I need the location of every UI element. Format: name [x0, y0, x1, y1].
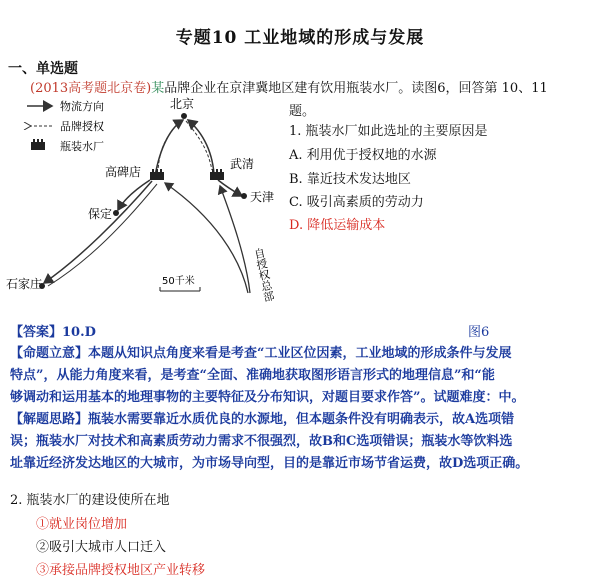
- idea-line-3: 址靠近经济发达地区的大城市，为市场导向型，目的是靠近市场节省运费，故D选项正确。: [10, 456, 529, 471]
- option-a: A. 利用优于授权地的水源: [289, 148, 437, 163]
- city-shijiazhuang: 石家庄: [6, 277, 43, 291]
- intent-line-1: [10, 343, 590, 365]
- option-c: C. 吸引高素质的劳动力: [289, 195, 424, 210]
- hq-to-wuqing: [220, 186, 250, 293]
- flow-to-shijiazhuang: [44, 181, 152, 283]
- idea-line-2: 误；瓶装水厂对技术和高素质劳动力需求不很强烈，故B和C选项错误；瓶装水等饮料选: [10, 434, 513, 449]
- q2-option-3: ③承接品牌授权地区产业转移: [36, 563, 206, 578]
- intent-text-1: 本题从知识点角度来看是考查“工业区位因素，工业地域的形成条件与发展: [88, 346, 512, 361]
- q2-option-1: ①就业岗位增加: [36, 517, 128, 532]
- idea-text-1: 瓶装水需要靠近水质优良的水源地，但本题条件没有明确表示，故A选项错: [88, 412, 515, 427]
- city-wuqing: 武清: [230, 157, 255, 171]
- license-line-gaobeidian: [158, 121, 180, 170]
- map-legend: [27, 99, 104, 153]
- idea-line-1: [10, 409, 590, 431]
- figure-label: 图6: [468, 325, 490, 340]
- flow-to-beijing-1: [155, 120, 183, 176]
- flow-to-beijing-2: [188, 120, 214, 174]
- question-1: 1. 瓶装水厂如此选址的主要原因是: [289, 124, 488, 139]
- flow-to-baoding: [118, 180, 150, 210]
- q2-option-2: ②吸引大城市人口迁入: [36, 540, 167, 555]
- idea-label: 【解题思路】: [10, 412, 89, 427]
- city-gaobeidian: 高碑店: [105, 165, 142, 179]
- option-b: B. 靠近技术发达地区: [289, 172, 411, 187]
- question-prefix: 某: [151, 81, 165, 96]
- beijing-dot: [181, 113, 187, 119]
- factory-icon: [150, 169, 164, 180]
- legend-flow-label: 物流方向: [60, 100, 104, 113]
- map-figure: [0, 88, 290, 310]
- license-line-wuqing: [186, 121, 212, 170]
- flow-to-shijiazhuang-2: [48, 184, 157, 286]
- section-heading: 一、单选题: [8, 61, 78, 77]
- question-2: 2. 瓶装水厂的建设使所在地: [10, 493, 170, 508]
- legend-factory-label: 瓶装水厂: [60, 140, 104, 153]
- intent-label: 【命题立意】: [10, 346, 89, 361]
- tianjin-dot: [241, 193, 247, 199]
- city-baoding: 保定: [88, 207, 113, 221]
- scale-label: 50千米: [162, 276, 195, 287]
- flow-to-tianjin: [218, 180, 242, 196]
- question-source: (2013高考题北京卷): [30, 81, 152, 96]
- baoding-dot: [113, 210, 119, 216]
- hq-label: 自授权总部: [251, 246, 276, 304]
- city-beijing: 北京: [170, 97, 195, 111]
- legend-license-label: 品牌授权: [60, 120, 104, 133]
- intent-line-3: 够调动和运用基本的地理事物的主要特征及分布知识，对题目要求作答”。试题难度：中。: [10, 390, 525, 405]
- factory-icon: [31, 139, 45, 150]
- question-stem-line1: 品牌企业在京津冀地区建有饮用瓶装水厂。读图6，回答第 10、11: [164, 81, 548, 96]
- answer-label: 【答案】10.D: [10, 325, 96, 340]
- option-d: D. 降低运输成本: [289, 218, 386, 233]
- page-title: 专题10 工业地域的形成与发展: [175, 28, 425, 48]
- question-stem-line2: 题。: [289, 104, 316, 119]
- city-tianjin: 天津: [250, 190, 275, 204]
- scale-bar: [160, 274, 200, 291]
- intent-line-2: 特点”，从能力角度来看，是考查“全面、准确地获取图形语言形式的地理信息”和“能: [10, 368, 495, 383]
- factory-icon: [210, 169, 224, 180]
